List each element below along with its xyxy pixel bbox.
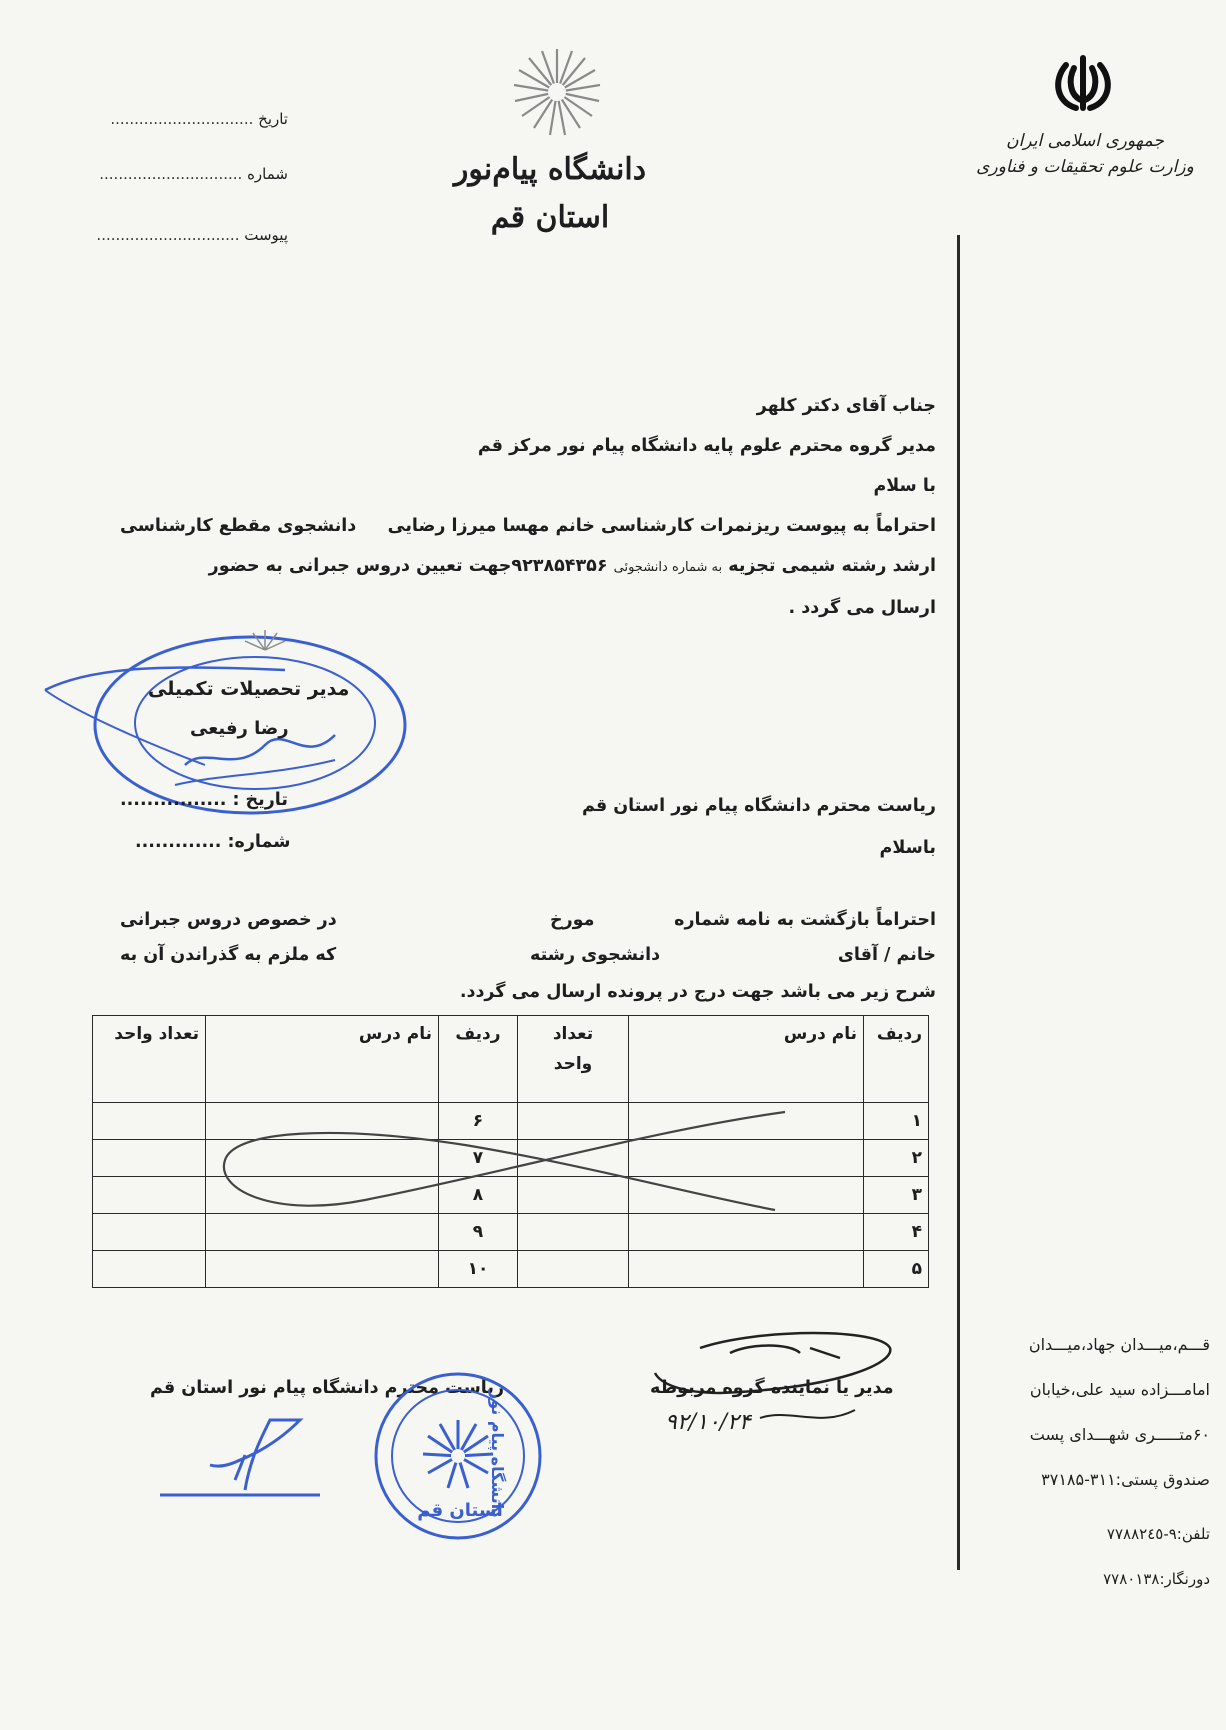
date-field: [48, 110, 288, 128]
president-label: ریاست محترم دانشگاه پیام نور استان قم: [150, 1378, 505, 1398]
ministry-block: [975, 128, 1195, 180]
letter-body-line2b: ۹۲۳۸۵۴۳۵۶جهت تعیین دروس جبرانی به حضور: [208, 556, 608, 576]
reply-line3: شرح زیر می باشد جهت درج در پرونده ارسال می گردد.: [459, 982, 936, 1002]
row-number: ۳: [864, 1177, 929, 1214]
attachment-dots: ..............................: [96, 226, 240, 244]
reply-greeting: باسلام: [879, 838, 936, 858]
reply-line2b: دانشجوی رشته: [530, 945, 661, 965]
header-units-line2: واحد: [553, 1054, 593, 1074]
row-number: ۱: [864, 1103, 929, 1140]
table-row: [93, 1214, 929, 1251]
number-field: [48, 165, 288, 183]
university-name: دانشگاه پیام‌نور: [453, 152, 647, 187]
attachment-label: پیوست: [244, 226, 288, 244]
table-row: [93, 1251, 929, 1288]
row-number: ۵: [864, 1251, 929, 1288]
address-phone: تلفن:۹-۷۷۸۸۲٤٥: [1106, 1525, 1210, 1543]
ministry-line: وزارت علوم تحقیقات و فناوری: [976, 157, 1194, 177]
course-name-cell-2: [206, 1251, 439, 1288]
header-units-line1: تعداد: [552, 1024, 594, 1044]
letter-greeting: با سلام: [873, 476, 936, 496]
country-line: جمهوری اسلامی ایران: [1006, 131, 1164, 151]
units-cell-2: [93, 1103, 206, 1140]
reply-line1a: احتراماً بازگشت به نامه شماره: [674, 910, 936, 930]
course-name-cell: [629, 1214, 864, 1251]
row-number-2: ۹: [439, 1214, 518, 1251]
row-number-2: ۷: [439, 1140, 518, 1177]
row-number: ۲: [864, 1140, 929, 1177]
letter-body-line1a: احتراماً به پیوست ریزنمرات کارشناسی خانم مهسا میرزا رضایی: [387, 516, 936, 536]
address-postbox: صندوق پستی:۳۱۱-۳۷۱۸۵: [1041, 1470, 1210, 1489]
reply-number: شماره: .............: [135, 832, 291, 852]
address-line-1: قـــم،میـــدان جهاد،میـــدان: [1028, 1335, 1210, 1354]
address-line-2: امامـــزاده سید علی،خیابان: [1029, 1380, 1210, 1399]
letter-addressee-title: مدیر گروه محترم علوم پایه دانشگاه پیام نور مرکز قم: [477, 436, 936, 456]
row-number-2: ۱۰: [439, 1251, 518, 1288]
letter-addressee: جناب آقای دکتر کلهر: [756, 396, 936, 416]
round-stamp-bottom-text: استان قم: [417, 1500, 503, 1521]
header-course-col-2: نام درس: [206, 1016, 439, 1103]
reply-date: تاریخ : ................: [120, 790, 288, 810]
date-dots: ..............................: [110, 110, 254, 128]
round-stamp-top-text: دانشگاه پیام نور: [488, 1390, 507, 1518]
reply-line2c: که ملزم به گذراندن آن به: [120, 945, 337, 965]
row-number: ۴: [864, 1214, 929, 1251]
university-logo-icon: [510, 45, 605, 140]
letter-body-line1b: دانشجوی مقطع کارشناسی: [120, 516, 357, 536]
table-cross-out-mark: [215, 1100, 795, 1215]
header-units-col: [518, 1016, 629, 1103]
units-cell: [518, 1214, 629, 1251]
header-units-col-2: تعداد واحد: [93, 1016, 206, 1103]
number-dots: ..............................: [99, 165, 243, 183]
date-label: تاریخ: [258, 110, 288, 128]
address-line-3: ۶۰متـــــری شهـــدای پست: [1029, 1425, 1210, 1444]
units-cell-2: [93, 1214, 206, 1251]
address-fax: دورنگار:۷۷۸۰۱۳۸: [1103, 1570, 1210, 1588]
units-cell: [518, 1251, 629, 1288]
header-row-col: ردیف: [864, 1016, 929, 1103]
table-header-row: [93, 1016, 929, 1103]
units-cell-2: [93, 1177, 206, 1214]
reply-line1c: در خصوص دروس جبرانی: [120, 910, 337, 930]
units-cell-2: [93, 1251, 206, 1288]
course-name-cell: [629, 1251, 864, 1288]
attachment-field: [48, 226, 288, 244]
handwritten-date: ۹۲/۱۰/۲۴: [665, 1410, 751, 1435]
row-number-2: ۶: [439, 1103, 518, 1140]
iran-emblem-icon: [1048, 50, 1118, 120]
signer-title: مدیر تحصیلات تکمیلی: [148, 678, 350, 700]
reply-addressee: ریاست محترم دانشگاه پیام نور استان قم: [581, 796, 936, 816]
reply-line2a: خانم / آقای: [837, 945, 936, 965]
reply-line1b: مورخ: [550, 910, 595, 930]
course-name-cell-2: [206, 1214, 439, 1251]
university-province: استان قم: [490, 200, 610, 235]
header-course-col: نام درس: [629, 1016, 864, 1103]
units-cell-2: [93, 1140, 206, 1177]
header-row-col-2: ردیف: [439, 1016, 518, 1103]
president-signature: [150, 1410, 330, 1510]
number-label: شماره: [247, 165, 288, 183]
letter-body-line3: ارسال می گردد .: [788, 598, 936, 618]
group-head-label: مدیر یا نماینده گروه مربوطه: [650, 1378, 894, 1398]
margin-divider: [957, 235, 960, 1570]
row-number-2: ۸: [439, 1177, 518, 1214]
letter-body-line2: [209, 556, 936, 576]
letter-body-line2a: ارشد رشته شیمی تجزیه: [728, 556, 936, 576]
signer-name: رضا رفیعی: [190, 718, 289, 739]
letter-body-line2-small: به شماره دانشجوئی: [613, 560, 723, 575]
